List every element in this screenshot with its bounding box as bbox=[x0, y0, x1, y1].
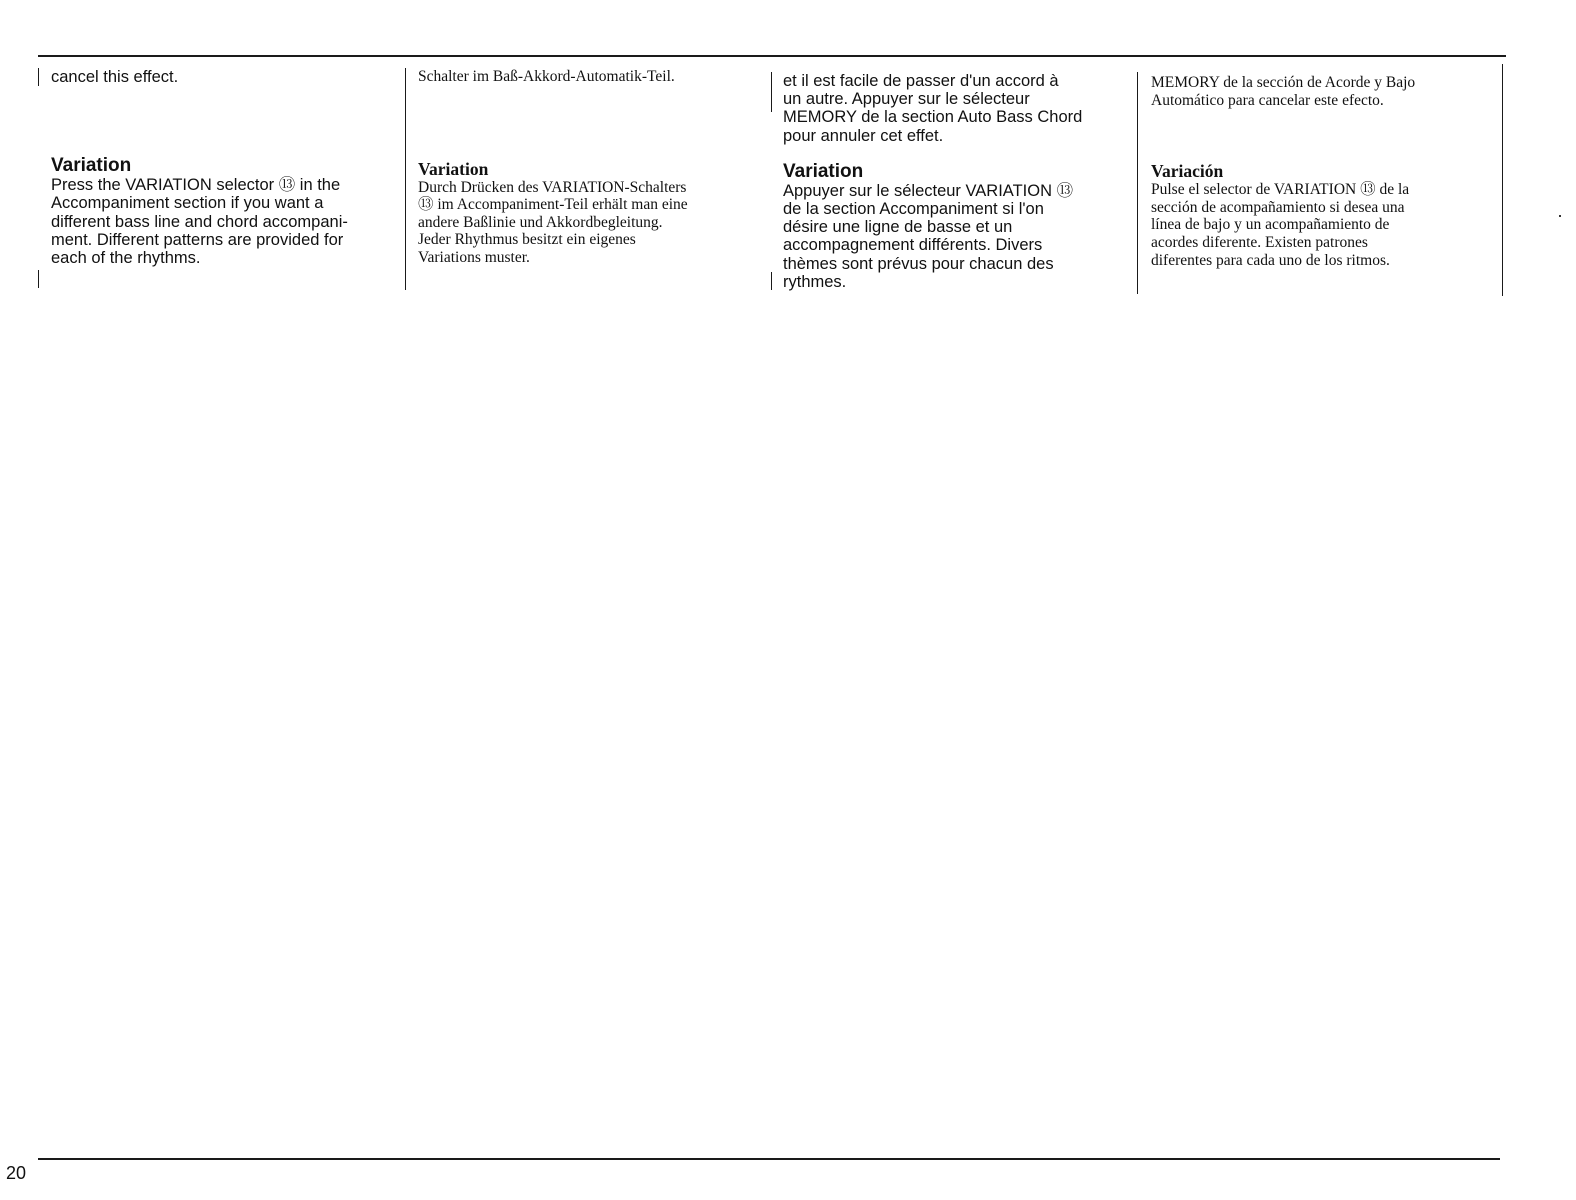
column-german bbox=[418, 68, 763, 267]
spanish-body bbox=[1151, 181, 1496, 269]
text-line: rythmes. bbox=[783, 272, 847, 291]
column-divider-4 bbox=[1502, 64, 1503, 296]
top-rule bbox=[38, 55, 1506, 57]
text-line: MEMORY de la sección de Acorde y Bajo bbox=[1151, 74, 1416, 91]
english-heading: Variation bbox=[51, 155, 132, 177]
text-line: pour annuler cet effet. bbox=[783, 126, 944, 145]
text-line: andere Baßlinie und Akkordbegleitung. bbox=[418, 213, 663, 231]
text-line: désire une ligne de basse et un bbox=[783, 218, 1013, 237]
text-line: MEMORY de la section Auto Bass Chord bbox=[783, 108, 1083, 127]
text-line: ⑬ im Accompaniment-Teil erhält man eine bbox=[418, 196, 688, 214]
text-line: accompagnement différents. Divers bbox=[783, 236, 1043, 255]
spanish-heading: Variación bbox=[1151, 161, 1224, 182]
text-line: different bass line and chord accompani- bbox=[51, 212, 348, 231]
text-line: thèmes sont prévus pour chacun des bbox=[783, 254, 1054, 273]
text-line: cancel this effect. bbox=[51, 68, 179, 86]
page-number: 20 bbox=[6, 1163, 27, 1183]
text-line: each of the rhythms. bbox=[51, 249, 201, 268]
column-french bbox=[783, 72, 1133, 291]
change-bar-fr-body bbox=[771, 272, 772, 290]
column-divider-3 bbox=[1137, 72, 1138, 294]
text-line: Variations muster. bbox=[418, 248, 530, 266]
german-intro bbox=[418, 68, 763, 86]
english-intro bbox=[51, 68, 396, 86]
german-heading: Variation bbox=[418, 158, 489, 179]
text-line: diferentes para cada uno de los ritmos. bbox=[1151, 251, 1390, 269]
french-heading: Variation bbox=[783, 160, 864, 182]
german-body bbox=[418, 179, 763, 267]
column-english bbox=[51, 68, 396, 267]
spanish-intro bbox=[1151, 74, 1496, 109]
text-line: sección de acompañamiento si desea una bbox=[1151, 198, 1405, 216]
text-line: acordes diferente. Existen patrones bbox=[1151, 233, 1368, 251]
text-line: Automático para cancelar este efecto. bbox=[1151, 91, 1384, 109]
bottom-rule bbox=[38, 1158, 1500, 1160]
text-line: Press the VARIATION selector ⑬ in the bbox=[51, 176, 341, 195]
text-line: Durch Drücken des VARIATION-Schalters bbox=[418, 178, 687, 196]
text-line: Appuyer sur le sélecteur VARIATION ⑬ bbox=[783, 181, 1074, 200]
column-divider-1 bbox=[405, 68, 406, 290]
french-body bbox=[783, 182, 1133, 291]
text-line: Schalter im Baß-Akkord-Automatik-Teil. bbox=[418, 68, 675, 85]
text-line: Pulse el selector de VARIATION ⑬ de la bbox=[1151, 181, 1410, 199]
text-line: ment. Different patterns are provided for bbox=[51, 230, 344, 249]
scan-mark bbox=[1559, 215, 1561, 217]
english-body bbox=[51, 176, 396, 267]
text-line: Accompaniment section if you want a bbox=[51, 194, 324, 213]
text-line: de la section Accompaniment si l'on bbox=[783, 200, 1044, 219]
text-line: Jeder Rhythmus besitzt ein eigenes bbox=[418, 231, 636, 249]
text-line: línea de bajo y un acompañamiento de bbox=[1151, 216, 1390, 234]
text-line: et il est facile de passer d'un accord à bbox=[783, 72, 1059, 90]
text-line: un autre. Appuyer sur le sélecteur bbox=[783, 90, 1030, 109]
column-divider-2 bbox=[771, 72, 772, 112]
change-bar-en-intro bbox=[38, 68, 39, 86]
change-bar-en-body bbox=[38, 270, 39, 288]
column-spanish bbox=[1151, 74, 1496, 269]
french-intro bbox=[783, 72, 1133, 145]
